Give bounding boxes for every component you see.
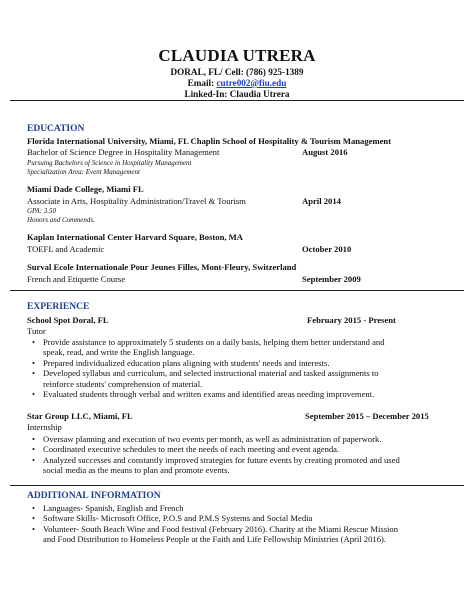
edu-kaplan-school: Kaplan International Center Harvard Square, Boston, MA — [27, 232, 243, 242]
edu-surval-school: Surval Ecole Internationale Pour Jeunes Filles, Mont-Fleury, Switzerland — [27, 262, 297, 272]
job2-role: Internship — [27, 422, 62, 432]
additional-bullet: • Languages- Spanish, English and French — [27, 503, 447, 513]
edu-mdc-date: April 2014 — [302, 196, 341, 206]
job1-bullet-continued: speak, read, and write the English language. — [43, 347, 195, 358]
edu-fiu-degree: Bachelor of Science Degree in Hospitality Management — [27, 147, 220, 157]
additional-bullet-continued: and Food Distribution to Homeless People at the Faith and Life Fellowship Ministries (April 2016). — [43, 534, 386, 545]
edu-fiu-note-2: Specialization Area: Event Management — [27, 168, 140, 176]
education-divider — [10, 290, 464, 291]
edu-fiu-school: Florida International University, Miami, FL Chaplin School of Hospitality & Tourism Management — [27, 136, 392, 146]
job1-date: February 2015 - Present — [307, 315, 396, 325]
job1-bullet: • Prepared individualized education plans aligning with students' needs and interests. — [27, 358, 447, 368]
job1-bullet: • Provide assistance to approximately 5 students on a daily basis, helping them better understand and — [27, 337, 447, 347]
job1-bullet-continued: reinforce students' comprehension of material. — [43, 378, 203, 389]
edu-fiu-note-1: Pursuing Bachelors of Science in Hospitality Management — [27, 159, 192, 167]
job2-bullet-continued: social media as the means to plan and promote events. — [43, 465, 230, 476]
job1-company: School Spot Doral, FL — [27, 315, 109, 325]
experience-divider — [10, 485, 464, 486]
additional-bullet: • Volunteer- South Beach Wine and Food festival (February 2016). Charity at the Miami Rescue Mission — [27, 524, 447, 534]
job1-bullet: • Developed syllabus and curriculum, and selected instructional material and tasked assignments to — [27, 368, 447, 378]
header-divider — [10, 100, 464, 101]
edu-surval-degree: French and Etiquette Course — [27, 274, 126, 284]
additional-info-heading: ADDITIONAL INFORMATION — [27, 491, 161, 501]
job2-bullet: • Analyzed successes and constantly improved strategies for future events by creating promoted and used — [27, 455, 447, 465]
additional-bullets — [27, 503, 447, 545]
job2-bullets — [27, 434, 447, 476]
candidate-name: CLAUDIA UTRERA — [158, 46, 316, 65]
job1-bullet: • Evaluated students through verbal and written exams and identified areas needing improvement. — [27, 389, 447, 399]
job2-company: Star Group LLC, Miami, FL — [27, 411, 133, 421]
experience-heading: EXPERIENCE — [27, 302, 90, 312]
edu-mdc-degree: Associate in Arts, Hospitality Administration/Travel & Tourism — [27, 196, 246, 206]
edu-kaplan-degree: TOEFL and Academic — [27, 244, 105, 254]
edu-mdc-note-2: Honors and Commends. — [27, 216, 95, 224]
edu-mdc-note-1: GPA: 3.50 — [27, 207, 57, 215]
edu-mdc-school: Miami Dade College, Miami FL — [27, 184, 144, 194]
job1-bullets — [27, 337, 447, 399]
contact-email-line — [0, 78, 474, 89]
edu-surval-date: September 2009 — [302, 274, 361, 284]
linkedin-line: Linked-In: Claudia Utrera — [184, 89, 290, 99]
job2-bullet: • Coordinated executive schedules to meet the needs of each meeting and event agenda. — [27, 444, 447, 454]
contact-location-phone: DORAL, FL/ Cell: (786) 925-1389 — [170, 67, 304, 77]
job2-bullet: • Oversaw planning and execution of two events per month, as well as administration of paperwork. — [27, 434, 447, 444]
email-link[interactable]: cutre002@fiu.edu — [216, 78, 287, 88]
job1-role: Tutor — [27, 326, 46, 336]
edu-fiu-date: August 2016 — [302, 147, 348, 157]
edu-kaplan-date: October 2010 — [302, 244, 352, 254]
job2-date: September 2015 – December 2015 — [305, 411, 429, 421]
additional-bullet: • Software Skills- Microsoft Office, P.O.S and P.M.S Systems and Social Media — [27, 513, 447, 523]
education-heading: EDUCATION — [27, 124, 85, 134]
email-label: Email: — [187, 78, 217, 88]
